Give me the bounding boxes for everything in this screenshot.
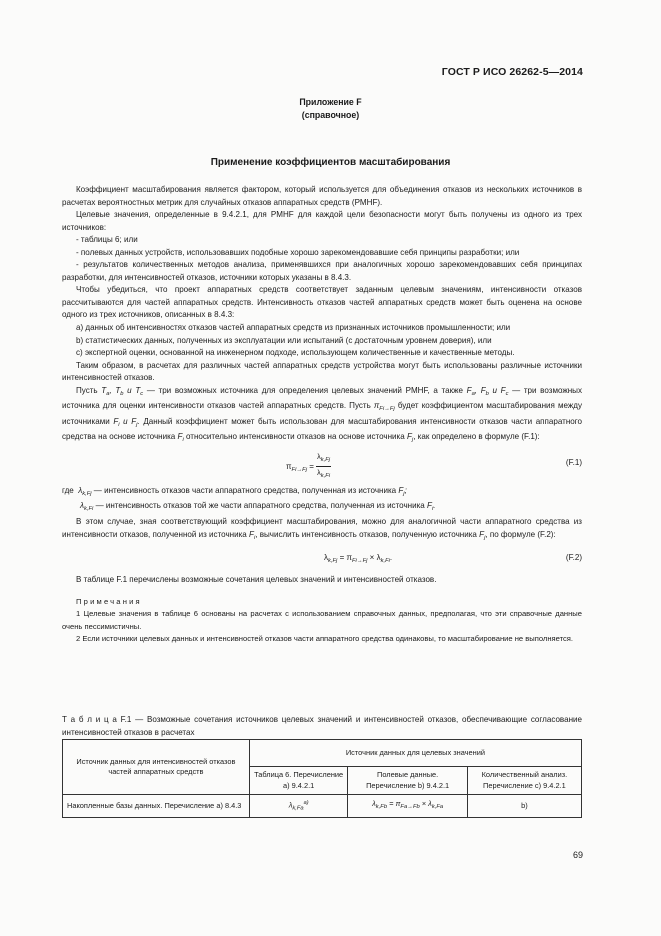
notes-title: Примечания — [76, 596, 142, 606]
text-run: — три возможных источника для оценки интенсивности отказов частей аппаратных средств. Пусть — [62, 385, 582, 411]
math-symbol: $\lambda_{k,Fi}$ — [80, 501, 94, 513]
spacer — [62, 587, 582, 596]
note-item: 2 Если источники целевых данных и интенсивностей отказов части аппаратного средства одинаковы, то масштабирование не выполняется. — [76, 634, 574, 644]
standard-header: ГОСТ Р ИСО 26262-5—2014 — [441, 66, 583, 78]
text-run: будет коэффициентом масштабирования между источниками — [62, 401, 582, 426]
table-header-cell: Количественный анализ. Перечисление с) 9.4.2.1 — [467, 767, 581, 795]
text-run: , по формуле (F.2): — [485, 529, 556, 539]
list-item: c) экспертной оценки, основанной на инженерном подходе, использующем количественные и качественные методы. — [76, 348, 515, 358]
note-item: 1 Целевые значения в таблице 6 основаны на расчетах с использованием справочных данных, предполагая, что эти справочные данные очень пессимистичны. — [62, 609, 582, 631]
appendix-heading — [0, 96, 661, 121]
formula-expression: $\pi_{Fi\to Fj}$ = $\frac{\lambda_{k,Fj}}{\lambda_{k,Fi}}$ — [286, 451, 331, 480]
list-item: b) статистических данных, полученных из эксплуатации или испытаний (с достаточным уровнем доверия), или — [76, 335, 492, 345]
text-run: Пусть — [76, 385, 98, 395]
table-cell: $\lambda_{k,Fb} = \pi_{Fa\to Fb} \times \lambda_{k,Fa}$ — [348, 795, 467, 818]
math-symbol: $F_i$ — [249, 529, 256, 541]
paragraph — [62, 516, 582, 544]
where-line — [62, 500, 582, 516]
formula-number: (F.2) — [565, 553, 582, 563]
where-line — [62, 485, 582, 501]
list-item: - таблицы 6; или — [76, 235, 138, 245]
combinations-table — [62, 739, 582, 818]
text-run: относительно интенсивности отказов на основе источника — [186, 432, 405, 442]
table-cell: Накопленные базы данных. Перечисление а) 8.4.3 — [63, 795, 250, 818]
paragraph: В таблице F.1 перечислены возможные сочетания целевых значений и интенсивностей отказов. — [76, 575, 437, 585]
table-header-cell: Полевые данные. Перечисление b) 9.4.2.1 — [348, 767, 467, 795]
table-cell: $\lambda_{k,Fa}^{a)}$ — [249, 795, 348, 818]
table-row — [63, 740, 582, 767]
math-symbol: $F_j$ — [479, 529, 486, 541]
table-header-cell: Источник данных для целевых значений — [249, 740, 581, 767]
math-symbol: $\lambda_{k,Fj}$ — [78, 485, 92, 497]
text-run: — три возможных источника для определения целевых значений PMHF, а также — [146, 385, 463, 395]
table-header-cell: Таблица 6. Перечисление а) 9.4.2.1 — [249, 767, 348, 795]
text-run: В этом случае, зная соответствующий коэффициент масштабирования, можно для аналогичной части аппаратного средства из интенсивности отказов, полученной из источника — [62, 517, 582, 539]
formula-expression: $\lambda_{k,Fj} = \pi_{Fi\to Fj} \times \lambda_{k,Fi}$. — [324, 553, 393, 565]
where-label: где — [62, 485, 74, 495]
math-symbol: $F_j$ — [406, 432, 414, 444]
math-symbol: $F_j$; — [398, 485, 407, 497]
text-run: , вычислить интенсивность отказов, полученную источника — [255, 529, 477, 539]
text-run: — интенсивность отказов той же части аппаратного средства, полученная из источника — [95, 501, 425, 511]
table-header-cell: Источник данных для интенсивностей отказов частей аппаратных средств — [63, 740, 250, 795]
list-item: - полевых данных устройств, использовавших подобные хорошо зарекомендовавшие себя принципы разработки; или — [76, 247, 520, 257]
paragraph: Чтобы убедиться, что проект аппаратных средств соответствует заданным целевым значениям, интенсивности отказов рассчитываются для частей аппаратных средств. Интенсивность отказов частей аппаратных средств может быть оценена на основе одного из трех источников, описанных в 8.4.3: — [62, 285, 582, 320]
list-item: - результатов количественных методов анализа, применявшихся при аналогичных хорошо зарекомендовавших себя принципах разработки, для интенсивностей отказов, источники которых указаны в 8.4.3. — [62, 260, 582, 282]
table-cell: b) — [467, 795, 581, 818]
page-number: 69 — [572, 850, 583, 860]
text-run: , как определено в формуле (F.1): — [413, 432, 540, 442]
paragraph: Целевые значения, определенные в 9.4.2.1, для PMHF для каждой цели безопасности могут быть получены из одного из трех источников: — [62, 210, 582, 232]
table-caption: Т а б л и ц а F.1 — Возможные сочетания источников целевых значений и интенсивностей отказов, обеспечивающие согласование интенсивностей отказов в расчетах — [62, 715, 582, 737]
text-run: — интенсивность отказов части аппаратного средства, полученная из источника — [93, 485, 397, 495]
table-row — [63, 795, 582, 818]
formula-f1 — [62, 447, 582, 485]
appendix-title: Приложение F — [299, 97, 362, 107]
math-symbol: $T_a$, $T_b$ и $T_c$ — [101, 385, 144, 397]
text-run: Данный коэффициент может быть использован для масштабирования интенсивности отказов части аппаратного средства на основе источника — [62, 416, 582, 442]
section-title: Применение коэффициентов масштабирования — [210, 157, 451, 168]
math-symbol: $F_i$ и $F_j$. — [113, 416, 140, 428]
formula-number: (F.1) — [565, 457, 582, 467]
math-symbol: $\pi_{Fi\to Fj}$ — [373, 401, 395, 413]
math-symbol: $F_a$, $F_b$ и $F_c$ — [466, 385, 509, 397]
formula-f2 — [62, 544, 582, 574]
paragraph: Коэффициент масштабирования является фактором, который используется для объединения отказов из нескольких источников в расчетах вероятностных метрик для случайных отказов аппаратных средств (PMHF). — [62, 185, 582, 207]
math-symbol: $F_i$ — [177, 432, 184, 444]
paragraph: Таким образом, в расчетах для различных частей аппаратных средств устройства могут быть использованы различные источники интенсивностей отказов. — [62, 360, 582, 383]
appendix-kind: (справочное) — [301, 109, 360, 120]
body-text — [62, 184, 582, 646]
math-symbol: $F_i$. — [427, 501, 436, 513]
list-item: a) данных об интенсивностях отказов частей аппаратных средств из признанных источников промышленности; или — [76, 323, 511, 333]
paragraph — [62, 385, 582, 447]
